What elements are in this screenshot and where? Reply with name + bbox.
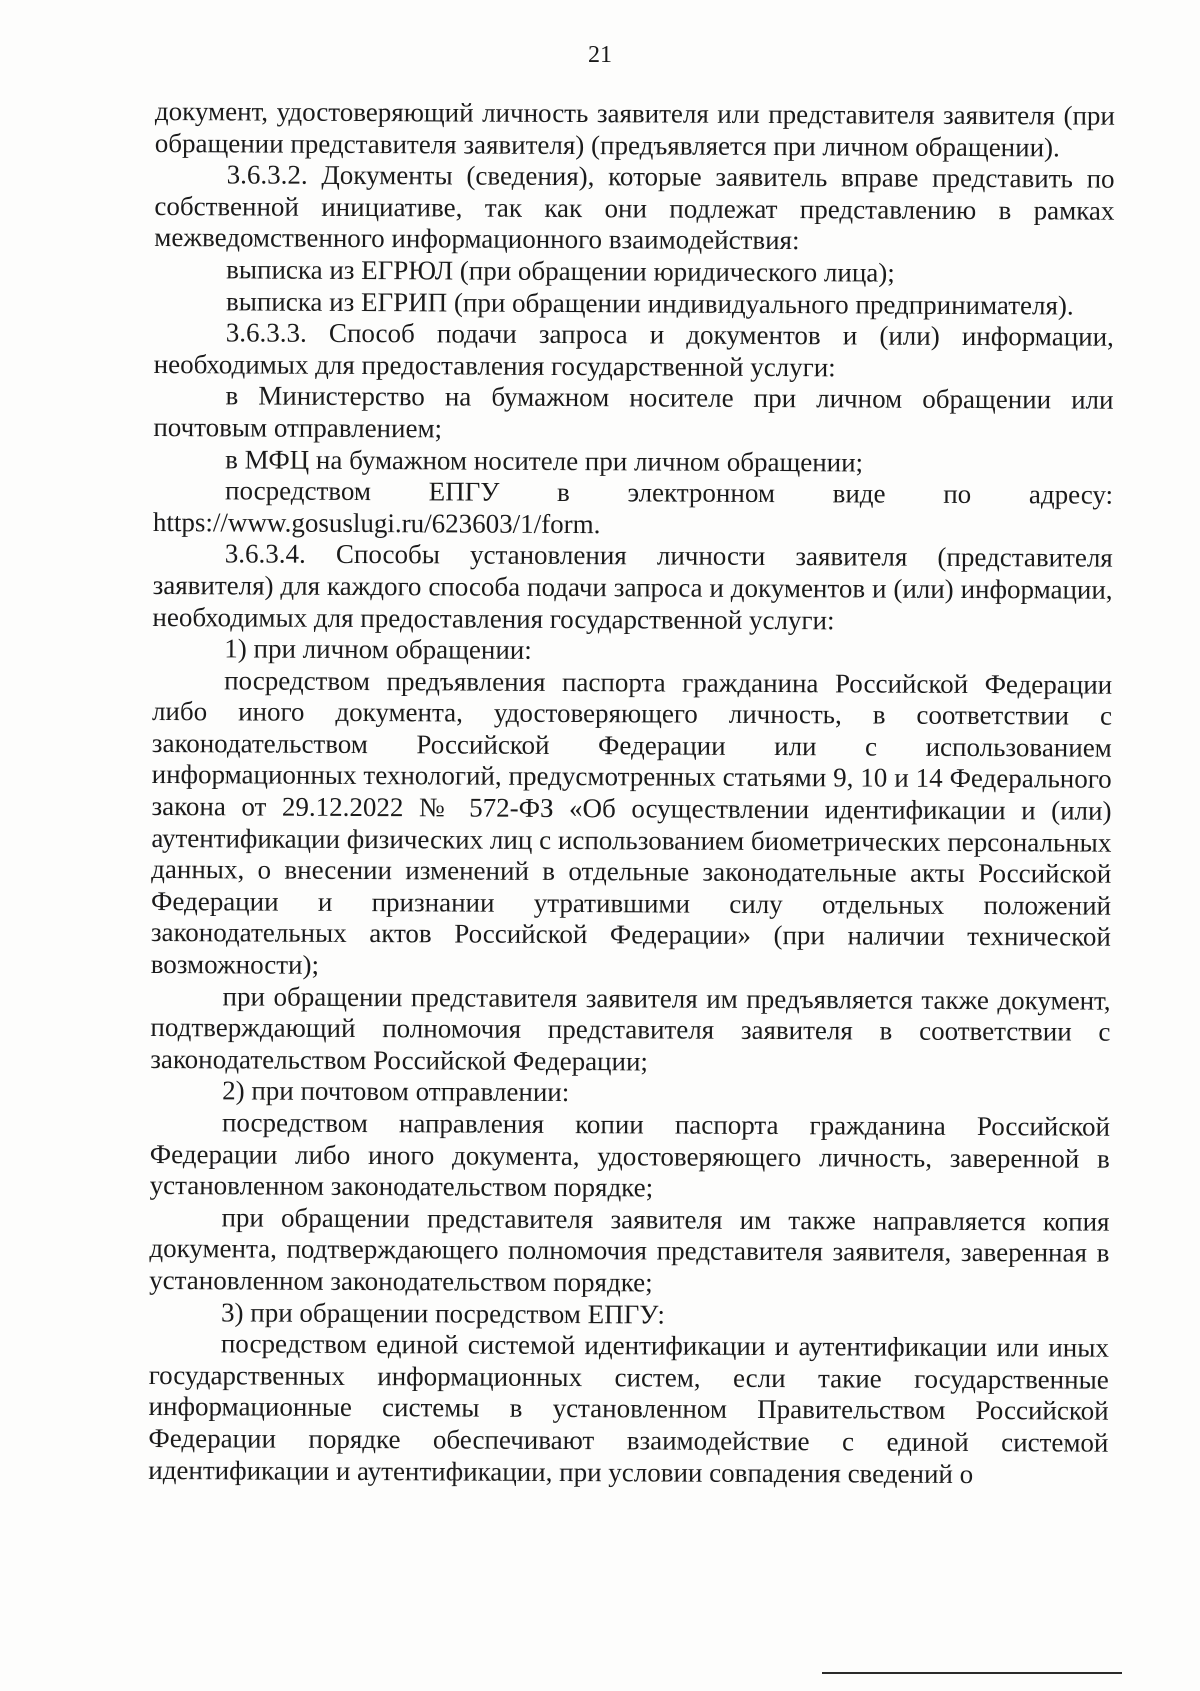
paragraph-3-6-3-4: 3.6.3.4. Способы установления личности заявителя (представителя заявителя) для каждого способа подачи запроса и документов и (или) информации, необходимых для предоставления государственной услуги: xyxy=(152,538,1113,635)
paragraph-item-3-heading: 3) при обращении посредством ЕПГУ: xyxy=(220,1296,665,1330)
paragraph-epgu-submission: посредством ЕПГУ в электронном виде по адресу: https://www.gosuslugi.ru/623603/1/form. xyxy=(152,475,1114,539)
paragraph-mfc-submission: в МФЦ на бумажном носителе при личном обращении; xyxy=(225,443,864,477)
paragraph-item-2-heading: 2) при почтовом отправлении: xyxy=(222,1075,570,1108)
paragraph-ministry-submission: в Министерство на бумажном носителе при личном обращении или почтовым отправлением; xyxy=(153,380,1114,444)
paragraph-passport-presentation: посредством предъявления паспорта гражданина Российской Федерации либо иного документа, удостоверяющего личность, в соответствии с законодательством Российской Федерации или с использованием информационных технологий, предусмотренных статьями 9, 10 и 14 Федерального закона от 29.12.2022 № 572-ФЗ «Об осуществлении идентификации и (или) аутентификации физических лиц с использованием биометрических персональных данных, о внесении изменений в отдельные законодательные акты Российской Федерации и признании утратившими силу отдельных положений законодательных актов Российской Федерации» (при наличии технической возможности); xyxy=(150,665,1113,980)
paragraph-3-6-3-2: 3.6.3.2. Документы (сведения), которые заявитель вправе представить по собственной инициативе, так как они подлежат представлению в рамках межведомственного информационного взаимодействия: xyxy=(154,159,1115,256)
paragraph-representative-copy: при обращении представителя заявителя им также направляется копия документа, подтверждающего полномочия представителя заявителя, заверенная в установленном законодательством порядке; xyxy=(149,1202,1110,1298)
paragraph-representative-presentation: при обращении представителя заявителя им предъявляется также документ, подтверждающий полномочия представителя заявителя в соответствии с законодательством Российской Федерации; xyxy=(150,980,1111,1077)
document-body xyxy=(148,96,1115,1491)
page-number: 21 xyxy=(588,42,612,68)
paragraph-passport-copy: посредством направления копии паспорта гражданина Российской Федерации либо иного документа, удостоверяющего личность, заверенной в установленном законодательством порядке; xyxy=(149,1107,1111,1203)
bottom-rule xyxy=(822,1672,1122,1674)
paragraph-egrip-extract: выписка из ЕГРИП (при обращении индивидуального предпринимателя). xyxy=(225,285,1074,321)
paragraph-egrul-extract: выписка из ЕГРЮЛ (при обращении юридического лица); xyxy=(226,254,895,288)
paragraph-esia-identification: посредством единой системой идентификации и аутентификации или иных государственных информационных систем, если такие государственные информационные системы в установленном Правительством Российской Федерации порядке обеспечивают взаимодействие с единой системой идентификации и аутентификации, при условии совпадения сведений о xyxy=(148,1328,1109,1489)
paragraph-item-1-heading: 1) при личном обращении: xyxy=(224,633,532,665)
paragraph-continuation: документ, удостоверяющий личность заявителя или представителя заявителя (при обращении представителя заявителя) (предъявляется при личном обращении). xyxy=(154,96,1115,163)
paragraph-3-6-3-3: 3.6.3.3. Способ подачи запроса и документов и (или) информации, необходимых для предоставления государственной услуги: xyxy=(153,317,1114,383)
